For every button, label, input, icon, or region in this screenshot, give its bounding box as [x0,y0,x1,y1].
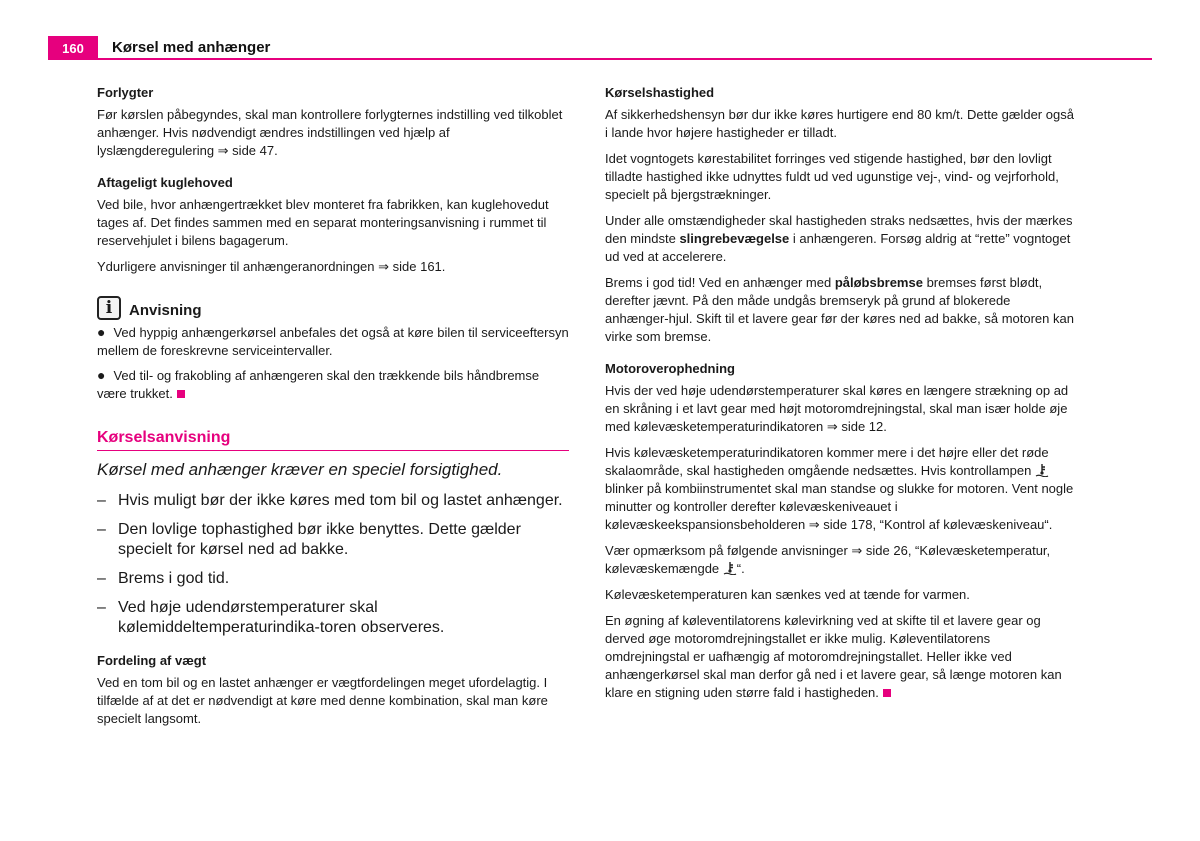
list-item: – Ved høje udendørstemperaturer skal kølemiddeltemperaturindika-toren observeres. [97,599,445,636]
instruction-list [97,491,569,638]
list-item: – Den lovlige tophastighed bør ikke benyttes. Dette gælder specielt for kørsel ned ad bakke. [97,521,521,558]
hastighed-p2: Idet vogntogets kørestabilitet forringes ved stigende hastighed, bør den lovligt tilladte hastighed ikke udnyttes fuldt ud ved ugunstige vej-, vind- og vejrforhold, specielt på bjergstrækninger. [605,151,1059,202]
bullet-dot-icon: ● [97,367,106,383]
forlygter-heading: Forlygter [97,85,154,100]
right-column [605,84,1075,710]
page-header [48,36,1152,60]
left-column [97,84,569,736]
info-icon: i [97,296,121,320]
coolant-temperature-icon [723,562,737,575]
page-title: Kørsel med anhænger [112,39,271,56]
hastighed-p3: Under alle omstændigheder skal hastigheden straks nedsættes, hvis der mærkes den mindste slingrebevægelse i anhængeren. Forsøg aldrig at “rette” vogntoget ud ved at accelerere. [605,213,1073,264]
section-title: Kørselsanvisning [97,429,569,451]
note-bullet: ● Ved hyppig anhængerkørsel anbefales det også at køre bilen til serviceeftersyn mellem de foreskrevne serviceintervaller. [97,324,569,358]
kuglehoved-heading: Aftageligt kuglehoved [97,175,233,190]
hastighed-p1: Af sikkerhedshensyn bør dur ikke køres hurtigere end 80 km/t. Dette gælder også i lande hvor højere hastigheder er tilladt. [605,107,1074,140]
list-item: – Brems i god tid. [97,570,230,587]
vaegt-text: Ved en tom bil og en lastet anhænger er vægtfordelingen meget ufordelagtig. I tilfælde af at det er nødvendigt at køre med denne kombination, skal man køre specielt langsomt. [97,675,548,726]
note-header [97,296,569,320]
page-number: 160 [48,36,98,60]
motor-heading: Motoroverophedning [605,361,735,376]
end-marker-icon [177,390,185,398]
kuglehoved-text: Ved bile, hvor anhængertrækket blev monteret fra fabrikken, kan kuglehovedut tages af. Det findes sammen med en separat monteringsanvisning i rummet til reservehjulet i bilens bagagerum. [97,197,549,248]
note-bullet: ● Ved til- og frakobling af anhængeren skal den trækkende bils håndbremse være trukket. [97,367,540,401]
forlygter-text: Før kørslen påbegyndes, skal man kontrollere forlygternes indstilling ved tilkoblet anhænger. Hvis nødvendigt ændres indstillingen ved hjælp af lyslængderegulering ⇒ side 47. [97,107,563,158]
hastighed-heading: Kørselshastighed [605,85,715,100]
motor-p5: En øgning af køleventilatorens kølevirkning ved at skifte til et lavere gear og derved øge motoromdrejningstallet er ikke mulig. Køleventilatorens omdrejningstal er uafhængig af motoromdrejningstallet. Heller ikke ved anhængerkørsel skal man derfor gå ned i et lavere gear, så længe motoren kan klare en stigning uden større fald i hastigheden. [605,613,1062,700]
motor-p3: Vær opmærksom på følgende anvisninger ⇒ side 26, “Kølevæsketemperatur, kølevæskemængde “. [605,543,1051,576]
kuglehoved-text-2: Ydurligere anvisninger til anhængeranordningen ⇒ side 161. [97,259,446,274]
vaegt-heading: Fordeling af vægt [97,653,207,668]
end-marker-icon [883,689,891,697]
motor-p4: Kølevæsketemperaturen kan sænkes ved at tænde for varmen. [605,587,970,602]
motor-p2: Hvis kølevæsketemperaturindikatoren kommer mere i det højre eller det røde skalaområde, skal hastigheden omgående nedsættes. Hvis kontrollampen blinker på kombiinstrumentet skal man standse og slukke for motoren. Vent nogle minutter og kontroller derefter kølevæskeniveauet i kølevæskeekspansionsbeholderen ⇒ side 178, “Kontrol af kølevæskeniveau“. [605,445,1074,532]
bullet-dot-icon: ● [97,324,106,340]
header-rule [98,58,1152,60]
motor-p1: Hvis der ved høje udendørstemperaturer skal køres en længere strækning op ad en skråning i et lavt gear med højt motoromdrejningstal, skal man især holde øje med kølevæsketemperaturindikatoren ⇒ side 12. [605,383,1069,434]
hastighed-p4: Brems i god tid! Ved en anhænger med påløbsbremse bremses først blødt, derefter jævnt. På den måde undgås bremseryk på grund af blokerede anhænger-hjul. Skift til et lavere gear før der køres ned ad bakke, så motoren kan virke som bremse. [605,275,1074,344]
section-intro: Kørsel med anhænger kræver en speciel forsigtighed. [97,460,503,479]
list-item: – Hvis muligt bør der ikke køres med tom bil og lastet anhænger. [97,492,563,509]
note-title: Anvisning [129,302,202,319]
coolant-temperature-icon [1035,464,1049,477]
